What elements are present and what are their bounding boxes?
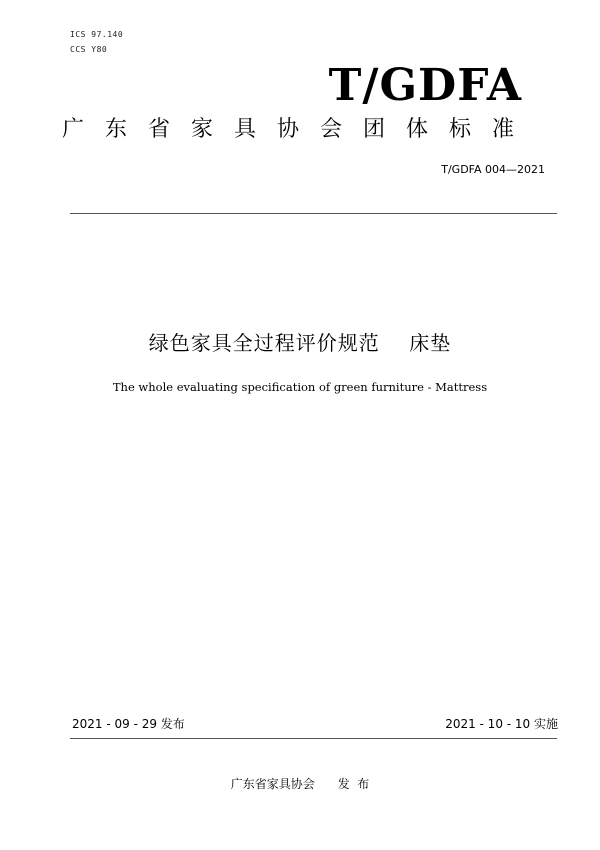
issuing-organization: 广东省家具协会 发 布	[230, 777, 370, 791]
ics-code: ICS 97.140	[70, 30, 124, 39]
publish-date: 2021 - 09 - 29 发布	[72, 717, 185, 731]
standard-code: T/GDFA 004—2021	[441, 163, 545, 176]
ccs-code: CCS Y80	[70, 45, 108, 54]
organization-title: 广东省家具协会团体标准	[62, 117, 536, 142]
document-title-english: The whole evaluating specification of green furniture - Mattress	[112, 380, 488, 394]
implement-date: 2021 - 10 - 10 实施	[445, 717, 558, 731]
brand-logo-text: T/GDFA	[328, 60, 522, 111]
top-divider	[70, 213, 557, 214]
document-title-chinese: 绿色家具全过程评价规范 床垫	[148, 331, 452, 355]
bottom-divider	[70, 738, 557, 739]
